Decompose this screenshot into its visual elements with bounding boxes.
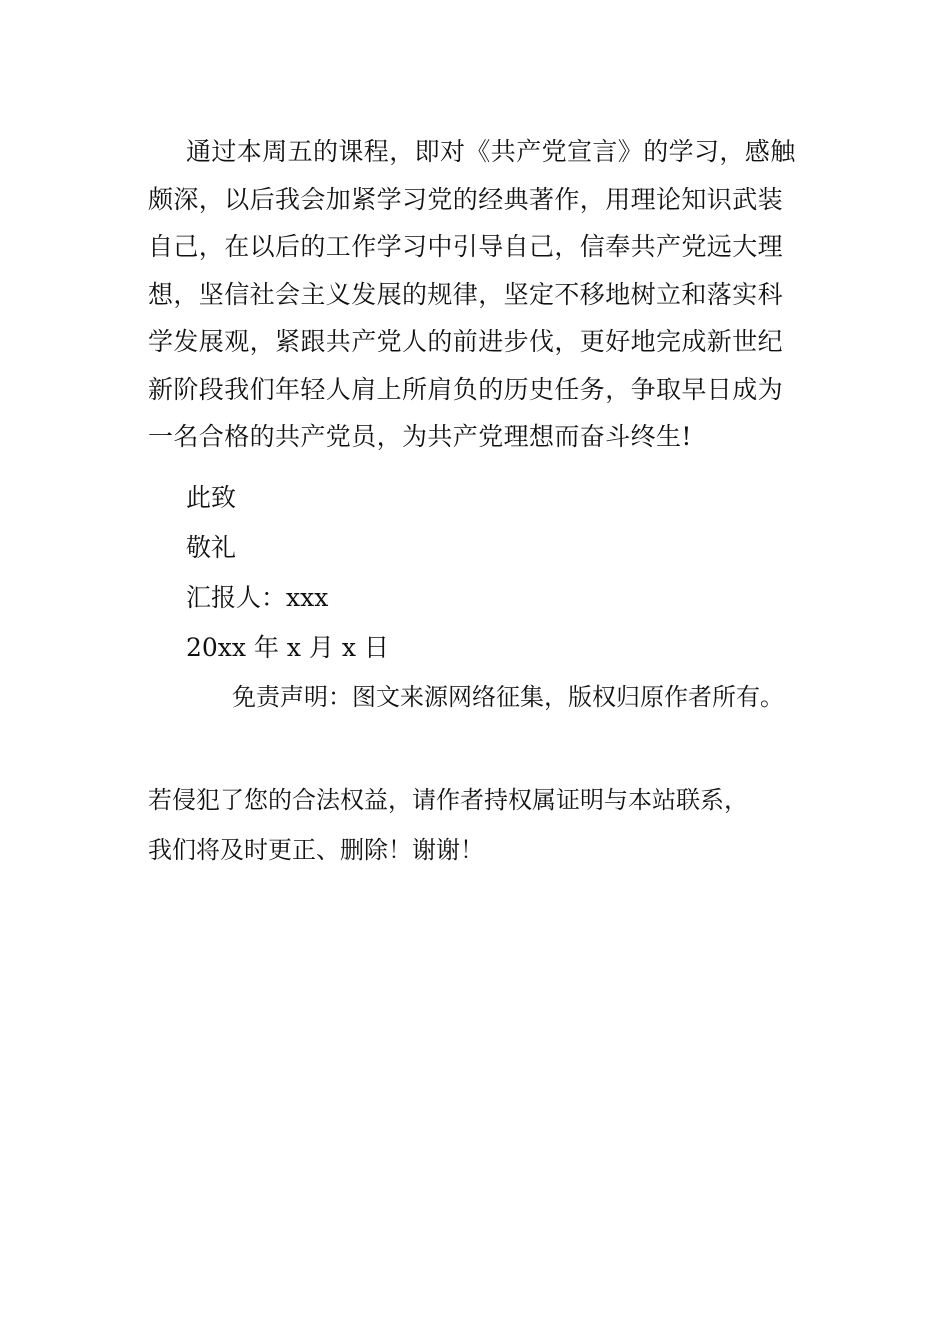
paragraph-line: 通过本周五的课程，即对《共产党宣言》的学习，感触: [186, 137, 796, 166]
closing-regards: 敬礼: [186, 533, 237, 562]
paragraph-line: 新阶段我们年轻人肩上所肩负的历史任务，争取早日成为: [148, 374, 784, 404]
closing-salutation: 此致: [186, 483, 237, 512]
disclaimer-line: 我们将及时更正、删除！谢谢！: [148, 836, 484, 864]
disclaimer-line: 若侵犯了您的合法权益，请作者持权属证明与本站联系，: [148, 786, 748, 814]
report-date: 20xx 年 x 月 x 日: [186, 633, 389, 662]
reporter-signature: 汇报人：xxx: [186, 583, 329, 612]
letter-paragraph: [148, 128, 816, 461]
paragraph-line: 颇深，以后我会加紧学习党的经典著作，用理论知识武装: [148, 184, 784, 214]
disclaimer-text: [148, 775, 748, 875]
disclaimer-line: 免责声明：图文来源网络征集，版权归原作者所有。: [232, 683, 784, 711]
paragraph-line: 自己，在以后的工作学习中引导自己，信奉共产党远大理: [148, 232, 784, 261]
paragraph-line: 学发展观，紧跟共产党人的前进步伐，更好地完成新世纪: [148, 327, 784, 356]
paragraph-line: 想，坚信社会主义发展的规律，坚定不移地树立和落实科: [148, 279, 784, 309]
paragraph-line: 一名合格的共产党员，为共产党理想而奋斗终生!: [148, 422, 692, 451]
